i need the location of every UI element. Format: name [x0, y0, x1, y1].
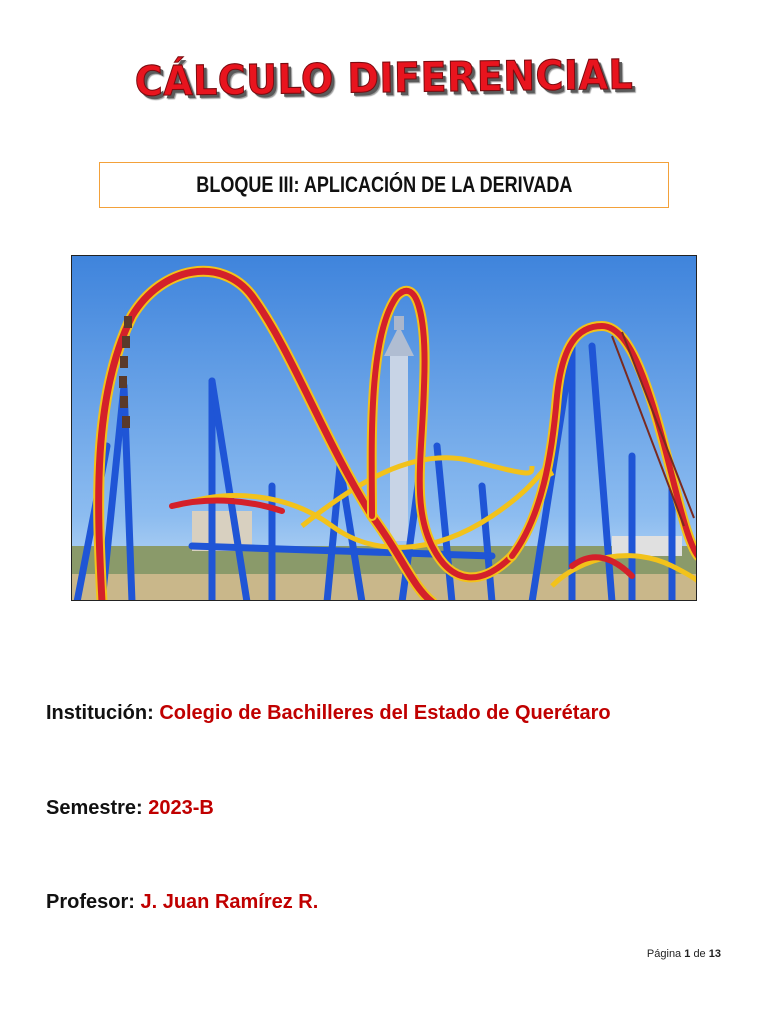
block-heading: BLOQUE III: APLICACIÓN DE LA DERIVADA — [195, 172, 573, 197]
footer-prefix: Página — [646, 948, 682, 960]
semester-line — [46, 797, 214, 820]
professor-value: J. Juan Ramírez R. — [140, 891, 319, 913]
institution-value: Colegio de Bachilleres del Estado de Querétaro — [159, 702, 611, 724]
professor-label: Profesor: — [46, 891, 135, 913]
footer-total-pages: 13 — [708, 948, 721, 960]
roller-coaster-photo — [71, 255, 697, 601]
institution-label: Institución: — [46, 702, 154, 724]
block-heading-box — [99, 162, 669, 208]
semester-value: 2023-B — [148, 797, 214, 819]
page-footer — [647, 948, 721, 960]
footer-sep: de — [693, 948, 706, 960]
roller-coaster-illustration — [72, 256, 697, 601]
document-title: CÁLCULO DIFERENCIAL — [134, 50, 634, 106]
institution-line — [46, 702, 611, 725]
semester-label: Semestre: — [46, 797, 143, 819]
professor-line — [46, 891, 318, 914]
footer-current-page: 1 — [684, 948, 691, 960]
